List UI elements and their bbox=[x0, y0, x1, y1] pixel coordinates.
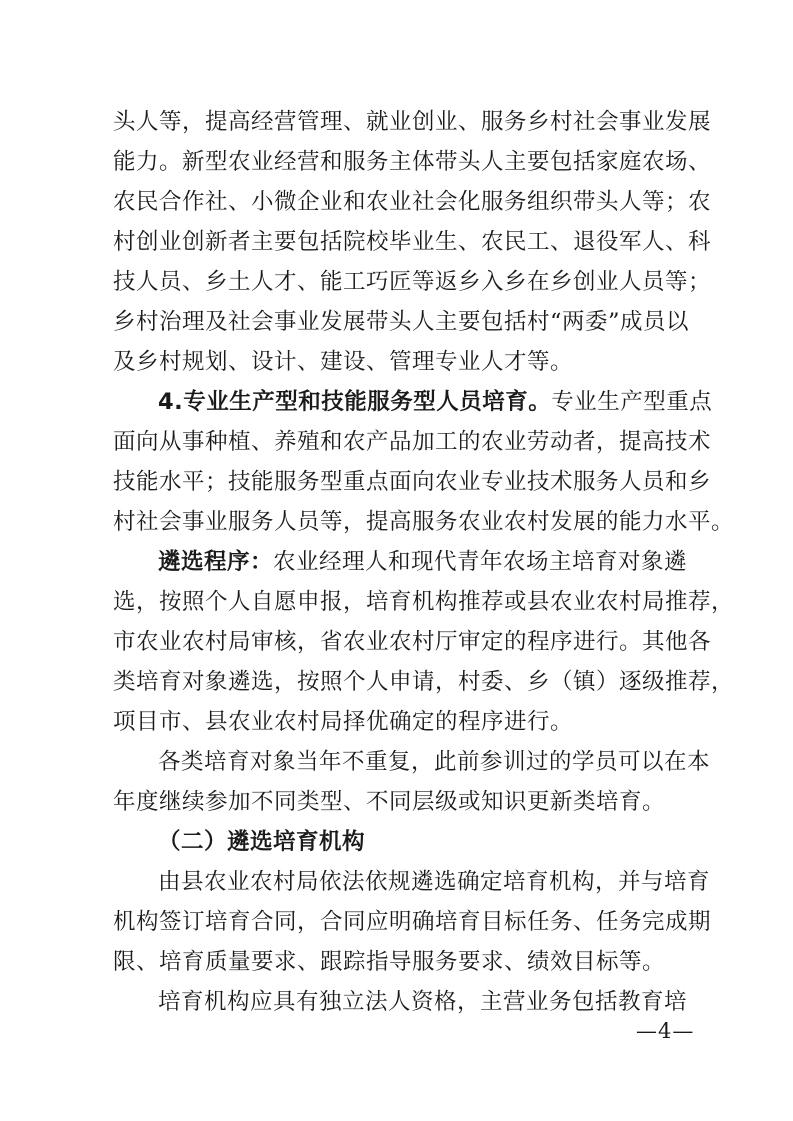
paragraph-first-line bbox=[158, 546, 689, 578]
body-text-line: 面向从事种植、养殖和农产品加工的农业劳动者，提高技术 bbox=[113, 429, 712, 455]
body-text-line: 乡村治理及社会事业发展带头人主要包括村“两委”成员以 bbox=[113, 309, 690, 335]
paragraph-first-line bbox=[158, 386, 713, 418]
body-text-line: 类培育对象遴选，按照个人申请，村委、乡（镇）逐级推荐， bbox=[113, 669, 735, 695]
procedure-heading: 遴选程序： bbox=[158, 549, 274, 575]
subsection-heading: 4.专业生产型和技能服务型人员培育。 bbox=[158, 389, 552, 415]
body-text-line: 各类培育对象当年不重复，此前参训过的学员可以在本 bbox=[158, 749, 711, 775]
body-text-line: 村创业创新者主要包括院校毕业生、农民工、退役军人、科 bbox=[113, 229, 712, 255]
body-text: 农业经理人和现代青年农场主培育对象遴 bbox=[273, 549, 688, 575]
body-text-line: 及乡村规划、设计、建设、管理专业人才等。 bbox=[113, 349, 574, 375]
body-text-line: 技人员、乡土人才、能工巧匠等返乡入乡在乡创业人员等； bbox=[113, 269, 712, 295]
body-text-line: 由县农业农村局依法依规遴选确定培育机构，并与培育 bbox=[158, 869, 711, 895]
section-heading: （二）遴选培育机构 bbox=[158, 829, 366, 855]
body-text-line: 头人等，提高经营管理、就业创业、服务乡村社会事业发展 bbox=[113, 109, 712, 135]
body-text-line: 培育机构应具有独立法人资格，主营业务包括教育培 bbox=[158, 989, 688, 1015]
body-text-line: 能力。新型农业经营和服务主体带头人主要包括家庭农场、 bbox=[113, 149, 712, 175]
body-text: 专业生产型重点 bbox=[551, 389, 713, 415]
body-text-line: 机构签订培育合同，合同应明确培育目标任务、任务完成期 bbox=[113, 909, 712, 935]
body-text-line: 市农业农村局审核，省农业农村厅审定的程序进行。其他各 bbox=[113, 629, 712, 655]
body-text-line: 项目市、县农业农村局择优确定的程序进行。 bbox=[113, 709, 574, 735]
body-text-line: 限、培育质量要求、跟踪指导服务要求、绩效目标等。 bbox=[113, 949, 666, 975]
body-text-line: 选，按照个人自愿申报，培育机构推荐或县农业农村局推荐， bbox=[113, 589, 735, 615]
body-text-line: 村社会事业服务人员等，提高服务农业农村发展的能力水平。 bbox=[113, 509, 735, 535]
page-number: —4— bbox=[636, 1019, 695, 1043]
body-text-line: 技能水平；技能服务型重点面向农业专业技术服务人员和乡 bbox=[113, 469, 712, 495]
body-text-line: 年度继续参加不同类型、不同层级或知识更新类培育。 bbox=[113, 789, 666, 815]
body-text-line: 农民合作社、小微企业和农业社会化服务组织带头人等；农 bbox=[113, 189, 712, 215]
